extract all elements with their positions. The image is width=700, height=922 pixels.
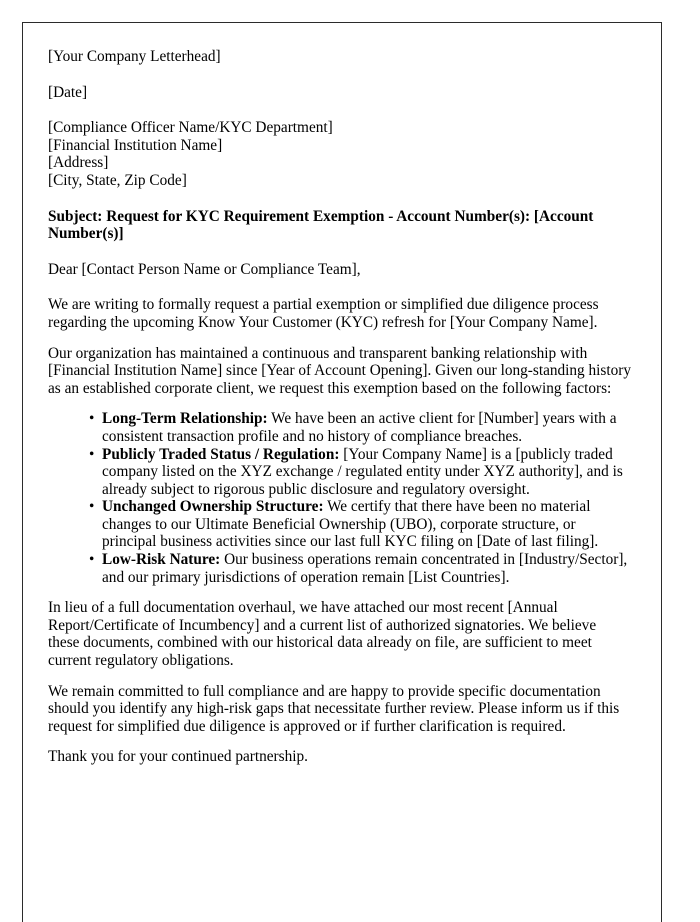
spacer bbox=[48, 101, 631, 119]
factor-text: Our business operations remain concentrated in [Industry/Sector], and our primary jurisdictions of operation remain [List Countries]. bbox=[102, 551, 628, 586]
recipient-line-4: [City, State, Zip Code] bbox=[48, 171, 187, 189]
spacer bbox=[48, 190, 631, 208]
factor-lead-in: Low-Risk Nature: bbox=[102, 551, 221, 569]
salutation: Dear [Contact Person Name or Compliance Team], bbox=[48, 260, 361, 278]
recipient-line-2: [Financial Institution Name] bbox=[48, 136, 223, 154]
recipient-line-1: [Compliance Officer Name/KYC Department] bbox=[48, 119, 333, 137]
recipient-address-block bbox=[48, 119, 631, 189]
recipient-line-3: [Address] bbox=[48, 154, 109, 172]
letter-body bbox=[48, 48, 631, 766]
letter-page bbox=[22, 22, 662, 922]
factor-text: [Your Company Name] is a [publicly traded company listed on the XYZ exchange / regulated entity under XYZ authority], and is already subject to rigorous public disclosure and regulatory oversight. bbox=[102, 445, 623, 498]
letterhead-placeholder: [Your Company Letterhead] bbox=[48, 48, 221, 65]
body-paragraph-4: We remain committed to full compliance and are happy to provide specific documentation should you identify any high-risk gaps that necessitate further review. Please inform us if this request for simplified due diligence is approved or if further clarification is required. bbox=[48, 682, 620, 735]
spacer bbox=[48, 735, 631, 748]
factor-lead-in: Long-Term Relationship: bbox=[102, 410, 268, 428]
spacer bbox=[48, 278, 631, 296]
spacer bbox=[48, 586, 631, 599]
spacer bbox=[48, 332, 631, 345]
factor-lead-in: Publicly Traded Status / Regulation: bbox=[102, 445, 340, 463]
body-paragraph-3: In lieu of a full documentation overhaul, we have attached our most recent [Annual Report/Certificate of Incumbency] and a current list of authorized signatories. We believe these documents, combined with our historical data already on file, are sufficient to meet current regulatory obligations. bbox=[48, 599, 597, 670]
closing-line: Thank you for your continued partnership. bbox=[48, 748, 308, 766]
list-item bbox=[89, 410, 631, 445]
factor-text: We certify that there have been no material changes to our Ultimate Beneficial Ownership (UBO), corporate structure, or principal business activities since our last full KYC filing on [Date of last filing]. bbox=[102, 498, 599, 551]
body-paragraph-2: Our organization has maintained a continuous and transparent banking relationship with [Financial Institution Name] since [Year of Account Opening]. Given our long-standing history as an established corporate client, we request this exemption based on the following factors: bbox=[48, 344, 632, 397]
exemption-factors-list bbox=[48, 410, 631, 586]
date-placeholder: [Date] bbox=[48, 83, 88, 101]
factor-text: We have been an active client for [Number] years with a consistent transaction profile and no history of compliance breaches. bbox=[102, 410, 617, 445]
spacer bbox=[48, 243, 631, 261]
factor-lead-in: Unchanged Ownership Structure: bbox=[102, 498, 324, 516]
body-paragraph-1: We are writing to formally request a partial exemption or simplified due diligence process regarding the upcoming Know Your Customer (KYC) refresh for [Your Company Name]. bbox=[48, 296, 599, 331]
spacer bbox=[48, 66, 631, 84]
list-item bbox=[89, 498, 631, 551]
subject-line: Subject: Request for KYC Requirement Exemption - Account Number(s): [Account Number(s)] bbox=[48, 207, 594, 243]
list-item bbox=[89, 446, 631, 499]
spacer bbox=[48, 670, 631, 683]
list-item bbox=[89, 551, 631, 586]
spacer bbox=[48, 397, 631, 410]
